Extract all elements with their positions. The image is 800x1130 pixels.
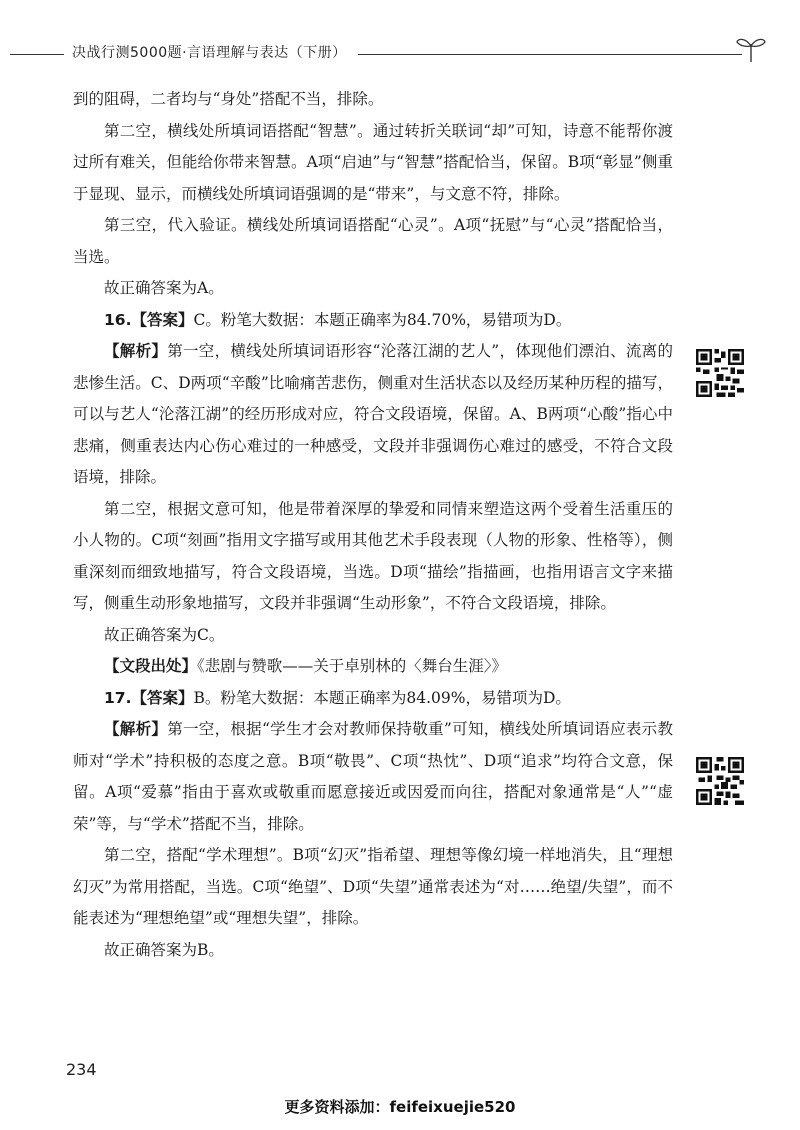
sprout-icon bbox=[734, 34, 768, 64]
qr-code-icon[interactable] bbox=[696, 349, 744, 397]
header-title: 决战行测5000题·言语理解与表达（下册） bbox=[72, 45, 347, 61]
answer-text: B。粉笔大数据：本题正确率为84.09%，易错项为D。 bbox=[193, 688, 571, 707]
q16-analysis bbox=[73, 336, 673, 494]
analysis-tag: 【解析】 bbox=[104, 720, 168, 738]
answer-tag: 16.【答案】 bbox=[104, 310, 194, 329]
paragraph: 故正确答案为C。 bbox=[104, 625, 225, 644]
answer-text: C。粉笔大数据：本题正确率为84.70%，易错项为D。 bbox=[193, 310, 572, 329]
answer-tag: 17.【答案】 bbox=[104, 688, 194, 707]
q17-analysis bbox=[73, 714, 673, 840]
analysis-text: 第一空，根据“学生才会对教师保持敬重”可知，横线处所填词语应表示教师对“学术”持积极的态度之意。B项“敬畏”、C项“热忱”、D项“追求”均符合文意，保留。A项“爱慕”指由于喜欢或敬重而愿意接近或因爱而向往，搭配对象通常是“人”“虚荣”等，与“学术”搭配不当，排除。 bbox=[73, 720, 673, 833]
header-rule-right bbox=[358, 54, 742, 55]
paragraph: 到的阻碍，二者均与“身处”搭配不当，排除。 bbox=[73, 90, 384, 108]
paragraph: 第二空，搭配“学术理想”。B项“幻灭”指希望、理想等像幻境一样地消失，且“理想幻灭”为常用搭配，当选。C项“绝望”、D项“失望”通常表述为“对……绝望/失望”，而不能表述为“理想绝望”或“理想失望”，排除。 bbox=[73, 846, 673, 927]
running-header bbox=[10, 38, 770, 68]
q16-source bbox=[73, 651, 673, 683]
paragraph: 第三空，代入验证。横线处所填词语搭配“心灵”。A项“抚慰”与“心灵”搭配恰当，当选。 bbox=[73, 216, 673, 266]
analysis-text: 第一空，横线处所填词语形容“沦落江湖的艺人”，体现他们漂泊、流离的悲惨生活。C、D两项“辛酸”比喻痛苦悲伤，侧重对生活状态以及经历某种历程的描写，可以与艺人“沦落江湖”的经历形成对应，符合文段语境，保留。A、B两项“心酸”指心中悲痛，侧重表达内心伤心难过的一种感受，文段并非强调伤心难过的感受，不符合文段语境，排除。 bbox=[73, 342, 673, 486]
header-rule-left bbox=[10, 54, 64, 55]
paragraph: 故正确答案为A。 bbox=[104, 279, 224, 297]
analysis-tag: 【解析】 bbox=[104, 342, 168, 360]
source-text: 《悲剧与赞歌——关于卓别林的〈舞台生涯〉》 bbox=[197, 657, 508, 675]
paragraph: 第二空，横线处所填词语搭配“智慧”。通过转折关联词“却”可知，诗意不能帮你渡过所有难关，但能给你带来智慧。A项“启迪”与“智慧”搭配恰当，保留。B项“彰显”侧重于显现、显示，而横线处所填词语强调的是“带来”，与文意不符，排除。 bbox=[73, 121, 673, 203]
source-tag: 【文段出处】 bbox=[104, 657, 198, 675]
page-number: 234 bbox=[66, 1060, 97, 1079]
paragraph: 第二空，根据文意可知，他是带着深厚的挚爱和同情来塑造这两个受着生活重压的小人物的。C项“刻画”指用文字描写或用其他艺术手段表现（人物的形象、性格等），侧重深刻而细致地描写，符合文段语境，当选。D项“描绘”指描画，也指用语言文字来描写，侧重生动形象地描写，文段并非强调“生动形象”，不符合文段语境，排除。 bbox=[73, 499, 673, 612]
page-body bbox=[73, 84, 673, 966]
q16-answer bbox=[73, 305, 673, 337]
paragraph: 故正确答案为B。 bbox=[104, 940, 224, 959]
q17-answer bbox=[73, 683, 673, 715]
qr-code-icon[interactable] bbox=[696, 757, 744, 805]
footer-note: 更多资料添加：feifeixuejie520 bbox=[284, 1098, 516, 1116]
